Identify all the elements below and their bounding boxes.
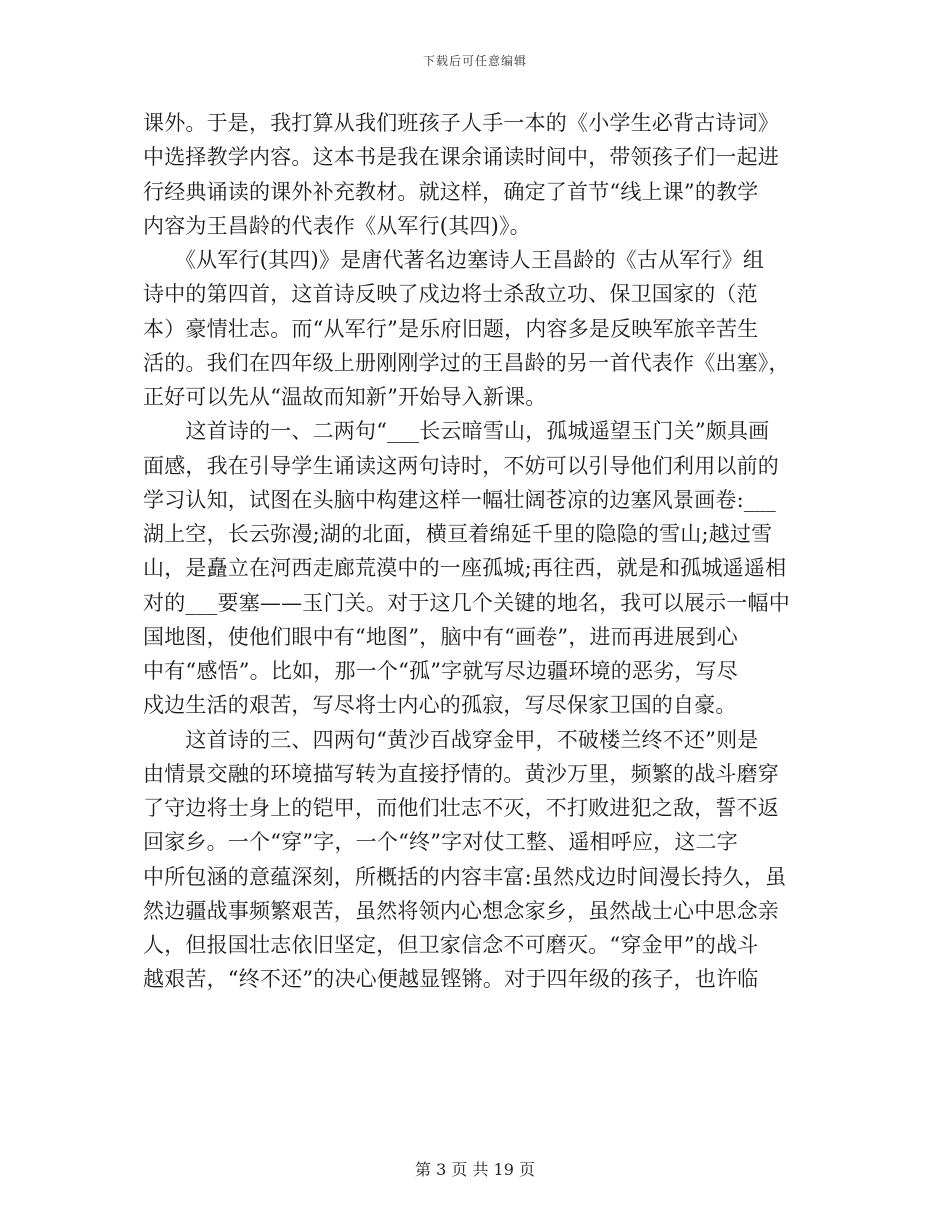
text-line: 国地图，使他们眼中有“地图”，脑中有“画卷”，进而再进展到心 — [143, 624, 738, 649]
text-line: 越艰苦，“终不还”的决心便越显铿锵。对于四年级的孩子，也许临 — [143, 967, 759, 992]
page-number: 第 3 页 共 19 页 — [415, 1160, 535, 1179]
text-line: 回家乡。一个“穿”字，一个“终”字对仗工整、遥相呼应，这二字 — [143, 830, 738, 855]
text-line: 对的___要塞——玉门关。对于这几个关键的地名，我可以展示一幅中 — [143, 590, 790, 615]
text-line: 学习认知，试图在头脑中构建这样一幅壮阔苍凉的边塞风景画卷:___ — [143, 487, 776, 512]
text-line: 诗中的第四首，这首诗反映了戍边将士杀敌立功、保卫国家的（范 — [143, 282, 758, 307]
text-line: 正好可以先从“温故而知新”开始导入新课。 — [143, 385, 547, 409]
text-line: 《从军行(其四)》是唐代著名边塞诗人王昌龄的《古从军行》组 — [143, 248, 765, 272]
text-line: 由情景交融的环境描写转为直接抒情的。黄沙万里，频繁的战斗磨穿 — [143, 761, 779, 786]
text-line: 山，是矗立在河西走廊荒漠中的一座孤城;再往西，就是和孤城遥遥相 — [143, 556, 787, 581]
text-line: 这首诗的一、二两句“___长云暗雪山，孤城遥望玉门关”颇具画 — [143, 419, 770, 444]
text-line: 课外。于是，我打算从我们班孩子人手一本的《小学生必背古诗词》 — [143, 111, 779, 135]
text-line: 湖上空，长云弥漫;湖的北面，横亘着绵延千里的隐隐的雪山;越过雪 — [143, 522, 773, 546]
text-line: 中选择教学内容。这本书是我在课余诵读时间中，带领孩子们一起进 — [143, 145, 779, 170]
text-line: 中有“感悟”。比如，那一个“孤”字就写尽边疆环境的恶劣，写尽 — [143, 659, 738, 683]
text-line: 本）豪情壮志。而“从军行”是乐府旧题，内容多是反映军旅辛苦生 — [143, 316, 759, 341]
body-text — [143, 106, 803, 997]
text-line: 面感，我在引导学生诵读这两句诗时，不妨可以引导他们利用以前的 — [143, 453, 779, 478]
text-line: 了守边将士身上的铠甲，而他们壮志不灭，不打败进犯之敌，誓不返 — [143, 796, 779, 820]
page-header-note: 下载后可任意编辑 — [422, 54, 527, 68]
text-line: 内容为王昌龄的代表作《从军行(其四)》。 — [143, 213, 531, 238]
text-line: 人，但报国壮志依旧坚定，但卫家信念不可磨灭。“穿金甲”的战斗 — [143, 933, 759, 957]
text-line: 活的。我们在四年级上册刚刚学过的王昌龄的另一首代表作《出塞》， — [143, 350, 790, 375]
text-line: 中所包涵的意蕴深刻，所概括的内容丰富:虽然戍边时间漫长持久，虽 — [143, 864, 787, 889]
text-line: 然边疆战事频繁艰苦，虽然将领内心想念家乡，虽然战士心中思念亲 — [143, 898, 779, 923]
text-line: 行经典诵读的课外补充教材。就这样，确定了首节“线上课”的教学 — [143, 179, 759, 204]
text-line: 戍边生活的艰苦，写尽将士内心的孤寂，写尽保家卫国的自豪。 — [143, 693, 737, 718]
text-line: 这首诗的三、四两句“黄沙百战穿金甲，不破楼兰终不还”则是 — [143, 727, 759, 752]
